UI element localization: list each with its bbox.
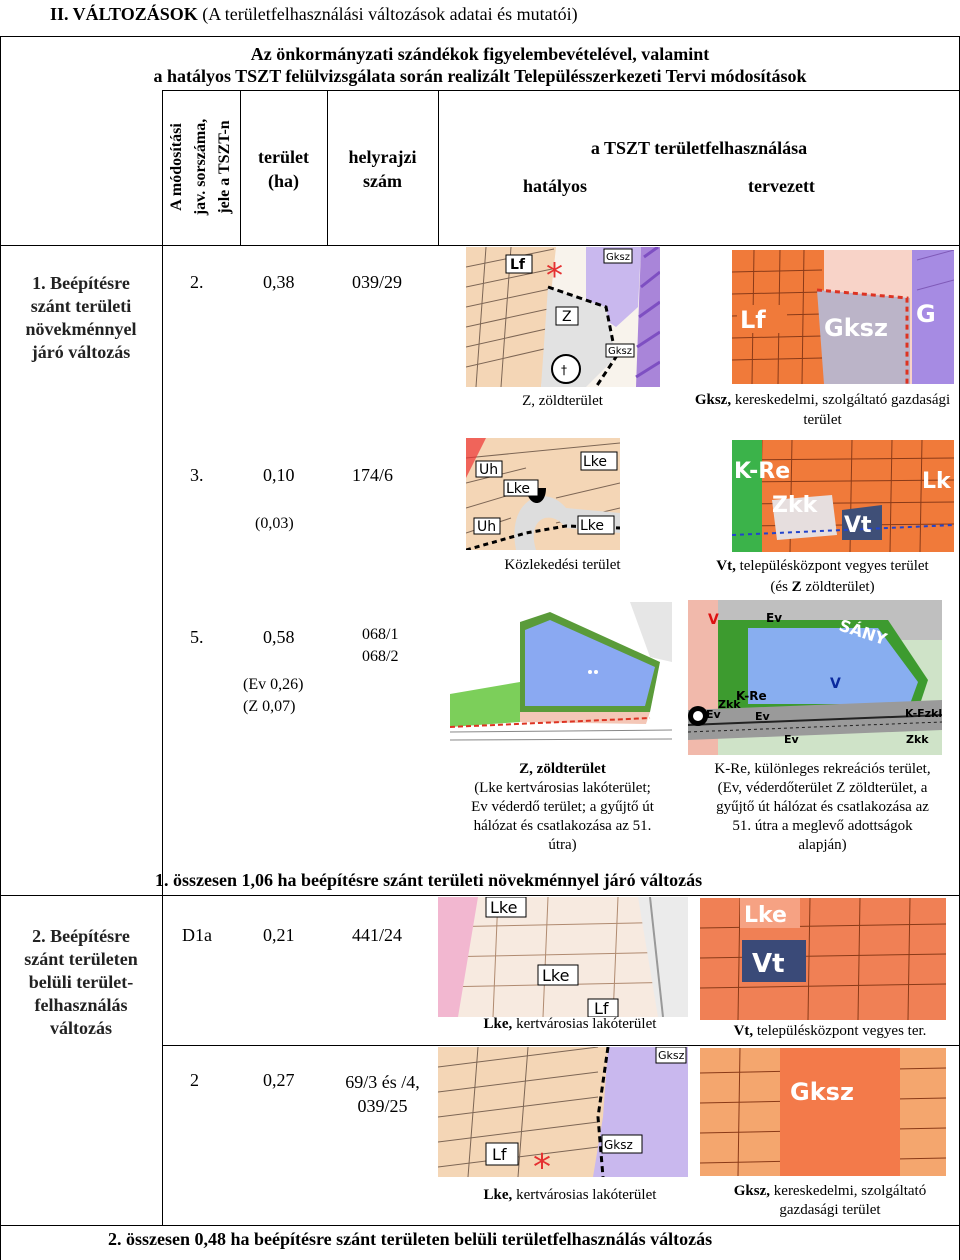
map-label: Lf [510, 257, 526, 273]
header-ref: A módosítási jav. sorszáma, jele a TSZT-n [168, 118, 233, 216]
table-title: Az önkormányzati szándékok figyelembevételével, valamint a hatályos TSZT felülvizsgálata során realizált Településszerkezeti Tervi módosítások [153, 44, 807, 86]
svg-text:Gksz: Gksz [658, 1049, 685, 1062]
svg-text:G: G [916, 300, 936, 328]
caption-current: Z, zöldterület (Lke kertvárosias lakóterület; Ev véderdő terület; a gyűjtő út hálózat és csatlakozása az 51. útra) [471, 761, 654, 853]
row-lot: 69/3 és /4, 039/25 [345, 1072, 420, 1116]
header-lot: helyrajzi szám [348, 147, 417, 191]
svg-text:Ev: Ev [706, 708, 721, 721]
row-id: 5. [190, 627, 204, 647]
svg-text:Lke: Lke [580, 518, 605, 534]
svg-text:Gksz: Gksz [790, 1078, 854, 1106]
svg-text:Lf: Lf [594, 999, 609, 1017]
map-current-row5 [438, 1047, 688, 1177]
svg-text:Ev: Ev [755, 710, 770, 723]
svg-text:Gksz: Gksz [604, 1138, 633, 1152]
svg-text:*: * [533, 1147, 551, 1177]
svg-text:Ev: Ev [766, 611, 783, 625]
section-subtitle: (A területfelhasználási változások adatai és mutatói) [202, 4, 578, 24]
map-current-row3 [450, 602, 672, 754]
map-planned-row5 [700, 1048, 946, 1176]
group1-total: 1. összesen 1,06 ha beépítésre szánt területi növekménnyel járó változás [155, 870, 703, 890]
row-id: 2 [190, 1070, 199, 1090]
caption-current: Lke, kertvárosias lakóterület [483, 1187, 657, 1203]
svg-text:SÁNY: SÁNY [836, 615, 890, 649]
header-area: terület (ha) [258, 147, 309, 191]
svg-text:Z: Z [562, 309, 572, 325]
svg-text:Lke: Lke [542, 966, 570, 985]
svg-text:†: † [561, 363, 567, 377]
map-current-row2 [466, 438, 620, 550]
caption-planned: Gksz, kereskedelmi, szolgáltató gazdasági terület [733, 1183, 927, 1218]
svg-text:K-Re: K-Re [734, 459, 791, 484]
caption-current: Z, zöldterület [522, 393, 603, 409]
group2-total: 2. összesen 0,48 ha beépítésre szánt területen belüli területfelhasználás változás [108, 1229, 713, 1249]
svg-text:V: V [708, 612, 719, 628]
svg-text:Uh: Uh [477, 519, 497, 535]
map-current-row1 [466, 247, 660, 387]
header-tszt: a TSZT területfelhasználása [590, 138, 808, 158]
group2-label: 2. Beépítésre szánt területen belüli terület- felhasználás változás [24, 926, 138, 1038]
svg-text:Zkk: Zkk [772, 493, 818, 518]
svg-text:Lf: Lf [740, 306, 766, 334]
header-current: hatályos [523, 176, 588, 196]
map-planned-row1 [732, 250, 954, 384]
svg-text:Vt: Vt [844, 513, 872, 538]
row-area-sub: (Ev 0,26) (Z 0,07) [243, 676, 304, 715]
row-lot: 174/6 [352, 465, 394, 485]
row-area: 0,21 [263, 925, 295, 945]
header-planned: tervezett [748, 176, 815, 196]
group1-label: 1. Beépítésre szánt területi növekménnyel járó változás [25, 273, 137, 362]
svg-text:K-Re: K-Re [736, 689, 767, 703]
svg-text:Lke: Lke [744, 903, 787, 928]
row-area-sub: (0,03) [255, 515, 294, 532]
svg-text:Uh: Uh [479, 462, 499, 478]
map-current-row4 [438, 897, 688, 1017]
svg-text:Lke: Lke [506, 481, 531, 497]
caption-planned: Vt, településközpont vegyes ter. [733, 1023, 927, 1039]
svg-text:K-Fzkl: K-Fzkl [905, 707, 942, 720]
caption-current: Közlekedési terület [504, 557, 621, 573]
section-number: II. VÁLTOZÁSOK [50, 4, 198, 24]
svg-text:Lke: Lke [490, 898, 518, 917]
svg-text:*: * [546, 256, 563, 296]
row-lot: 039/29 [352, 272, 403, 292]
svg-text:Ev: Ev [784, 733, 799, 746]
section-heading [50, 4, 578, 25]
svg-text:Zkk: Zkk [906, 733, 929, 746]
row-area: 0,38 [263, 272, 295, 292]
caption-planned: Gksz, kereskedelmi, szolgáltató gazdasági terület [694, 392, 951, 428]
map-planned-row4 [700, 898, 946, 1020]
caption-current: Lke, kertvárosias lakóterület [483, 1016, 657, 1032]
map-planned-row3 [688, 600, 942, 755]
row-id: 3. [190, 465, 204, 485]
row-area: 0,27 [263, 1070, 295, 1090]
row-area: 0,58 [263, 627, 295, 647]
svg-text:Lke: Lke [583, 454, 608, 470]
svg-text:Lk: Lk [922, 469, 951, 494]
row-lot: 441/24 [352, 925, 403, 945]
svg-text:Gksz: Gksz [606, 252, 630, 263]
svg-text:Vt: Vt [752, 949, 785, 979]
row-id: D1a [182, 925, 212, 945]
svg-text:V: V [830, 676, 841, 692]
caption-planned: Vt, településközpont vegyes terület (és Z zöldterület) [716, 558, 929, 595]
svg-text:Zkk: Zkk [718, 698, 741, 711]
row-lot: 068/1 068/2 [362, 626, 399, 665]
svg-text:Gksz: Gksz [824, 314, 888, 342]
map-planned-row2 [732, 440, 954, 552]
caption-planned: K-Re, különleges rekreációs terület, (Ev, véderdőterület Z zöldterület, a gyűjtő út hálózat és csatlakozása az 51. útra a meglevő adottságok alapján) [714, 761, 931, 853]
svg-text:Lf: Lf [492, 1145, 507, 1164]
svg-text:Gksz: Gksz [608, 346, 632, 357]
row-area: 0,10 [263, 465, 295, 485]
row-id: 2. [190, 272, 204, 292]
